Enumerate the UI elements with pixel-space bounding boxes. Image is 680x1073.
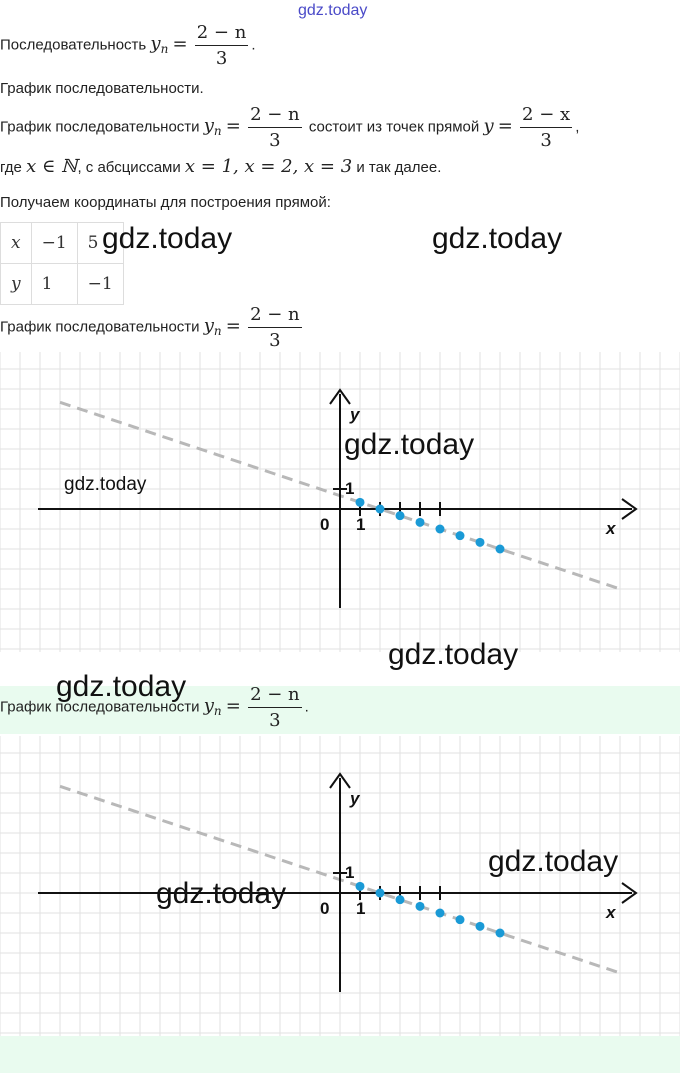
table-header-x: x xyxy=(1,223,32,264)
graph-panel-1 xyxy=(0,352,680,652)
sequence-graph-answer xyxy=(0,736,680,1036)
sequence-point xyxy=(416,518,425,527)
sequence-point xyxy=(356,882,365,891)
line-fraction: $\frac{2 - x}{3}$ xyxy=(522,104,571,151)
y-axis-label: y xyxy=(350,789,360,808)
intro-var: $y_n$ xyxy=(150,33,169,57)
table-cell: −1 xyxy=(77,264,123,305)
intro-prefix: Последовательность xyxy=(0,36,147,54)
watermark: gdz.today xyxy=(64,474,147,495)
sequence-point xyxy=(456,915,465,924)
watermark: gdz.today xyxy=(156,877,287,910)
sequence-point xyxy=(496,545,505,554)
table-cell: 1 xyxy=(31,264,77,305)
watermark: gdz.today xyxy=(388,638,519,671)
intro-numerator: 2 − n xyxy=(195,22,249,46)
table-cell: 5 xyxy=(77,223,123,264)
watermark: gdz.today xyxy=(102,222,233,255)
sequence-point xyxy=(476,538,485,547)
intro-denominator: 3 xyxy=(215,48,228,69)
table-row-y xyxy=(1,264,124,305)
statement-line-2: где x ∈ ℕ, с абсциссами x = 1, x = 2, x = 3 и так далее. xyxy=(0,156,442,177)
y-unit-label: 1 xyxy=(345,479,355,498)
sequence-point xyxy=(376,505,385,514)
answer-band-bottom xyxy=(0,1036,680,1073)
x-axis-label: x xyxy=(606,903,616,922)
heading-graph: График последовательности. xyxy=(0,80,204,97)
sequence-point xyxy=(416,902,425,911)
x-unit-label: 1 xyxy=(356,515,366,534)
x-unit-label: 1 xyxy=(356,899,366,918)
table-header-y: y xyxy=(1,264,32,305)
sequence-point xyxy=(476,922,485,931)
statement-line: График последовательности $y_n$ = $\frac{2 - n}{3}$ состоит из точек прямой y = $\frac{2 - x}{3}$ , xyxy=(0,104,580,151)
intro-line: Последовательность $y_n$ = $\frac{2 - n}{3}$ . xyxy=(0,22,256,69)
intro-fraction xyxy=(195,22,249,69)
table-cell: −1 xyxy=(31,223,77,264)
graph-caption: График последовательности $y_n$ = $\frac{2 - n}{3}$ xyxy=(0,304,300,351)
sequence-point xyxy=(436,909,445,918)
sequence-point xyxy=(436,525,445,534)
sequence-point xyxy=(376,889,385,898)
y-unit-label: 1 xyxy=(345,863,355,882)
sequence-point xyxy=(356,498,365,507)
x-axis-label: x xyxy=(606,519,616,538)
watermark: gdz.today xyxy=(344,428,475,461)
origin-label: 0 xyxy=(320,899,330,918)
answer-caption: График последовательности $y_n$ = $\frac{2 - n}{3}$ . xyxy=(0,684,309,731)
y-axis-label: y xyxy=(350,405,360,424)
sequence-point xyxy=(496,929,505,938)
sequence-point xyxy=(396,511,405,520)
watermark: gdz.today xyxy=(432,222,563,255)
statement-fraction: $\frac{2 - n}{3}$ xyxy=(250,104,300,151)
origin-label: 0 xyxy=(320,515,330,534)
graph-panel-2 xyxy=(0,736,680,1036)
watermark: gdz.today xyxy=(56,670,187,703)
sequence-graph xyxy=(0,352,680,652)
sequence-point xyxy=(396,895,405,904)
watermark-top: gdz.today xyxy=(298,2,368,19)
watermark: gdz.today xyxy=(488,845,619,878)
sequence-point xyxy=(456,531,465,540)
coords-intro: Получаем координаты для построения прямой: xyxy=(0,194,331,211)
